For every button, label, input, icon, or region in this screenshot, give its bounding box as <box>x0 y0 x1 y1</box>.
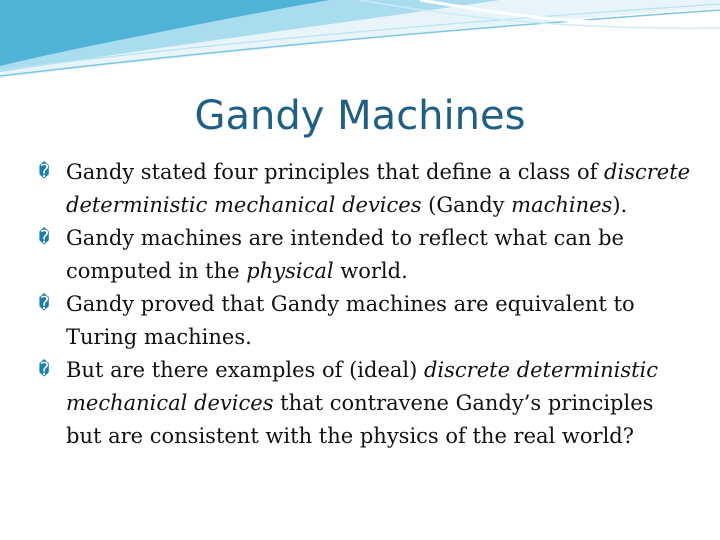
bullet-marker-icon: � <box>38 293 50 314</box>
bullet-text <box>66 358 658 448</box>
bullet-text-run: ). <box>612 193 628 217</box>
bullet-text <box>66 226 624 283</box>
bullet-text-italic: discrete deterministic mechanical devices <box>66 160 691 217</box>
bullet-item <box>34 156 694 222</box>
bullet-marker-icon: � <box>38 359 50 380</box>
slide-title: Gandy Machines <box>194 93 526 139</box>
bullet-marker-icon: � <box>38 161 50 182</box>
bullet-text-italic: physical <box>246 259 334 283</box>
bullet-text-run: Gandy stated four principles that define a class of <box>66 160 605 184</box>
bullet-item <box>34 222 694 288</box>
bullet-text-run: (Gandy <box>421 193 512 217</box>
bullet-text <box>66 160 690 217</box>
bullet-item <box>34 288 694 354</box>
bullet-list <box>34 156 694 453</box>
bullet-text-run: that contravene Gandy’s principles but are consistent with the physics of the real world? <box>66 391 654 448</box>
header-wave-decoration <box>0 0 720 90</box>
bullet-marker-icon: � <box>38 227 50 248</box>
bullet-text-run: But are there examples of (ideal) <box>66 358 424 382</box>
bullet-text-run: Gandy machines are intended to reflect what can be computed in the <box>66 226 624 283</box>
bullet-text-run: world. <box>333 259 408 283</box>
bullet-text-run: Gandy proved that Gandy machines are equivalent to Turing machines. <box>66 292 635 349</box>
bullet-text <box>66 292 635 349</box>
bullet-item <box>34 354 694 453</box>
bullet-text-italic: discrete deterministic mechanical devices <box>66 358 659 415</box>
bullet-text-italic: machines <box>511 193 613 217</box>
